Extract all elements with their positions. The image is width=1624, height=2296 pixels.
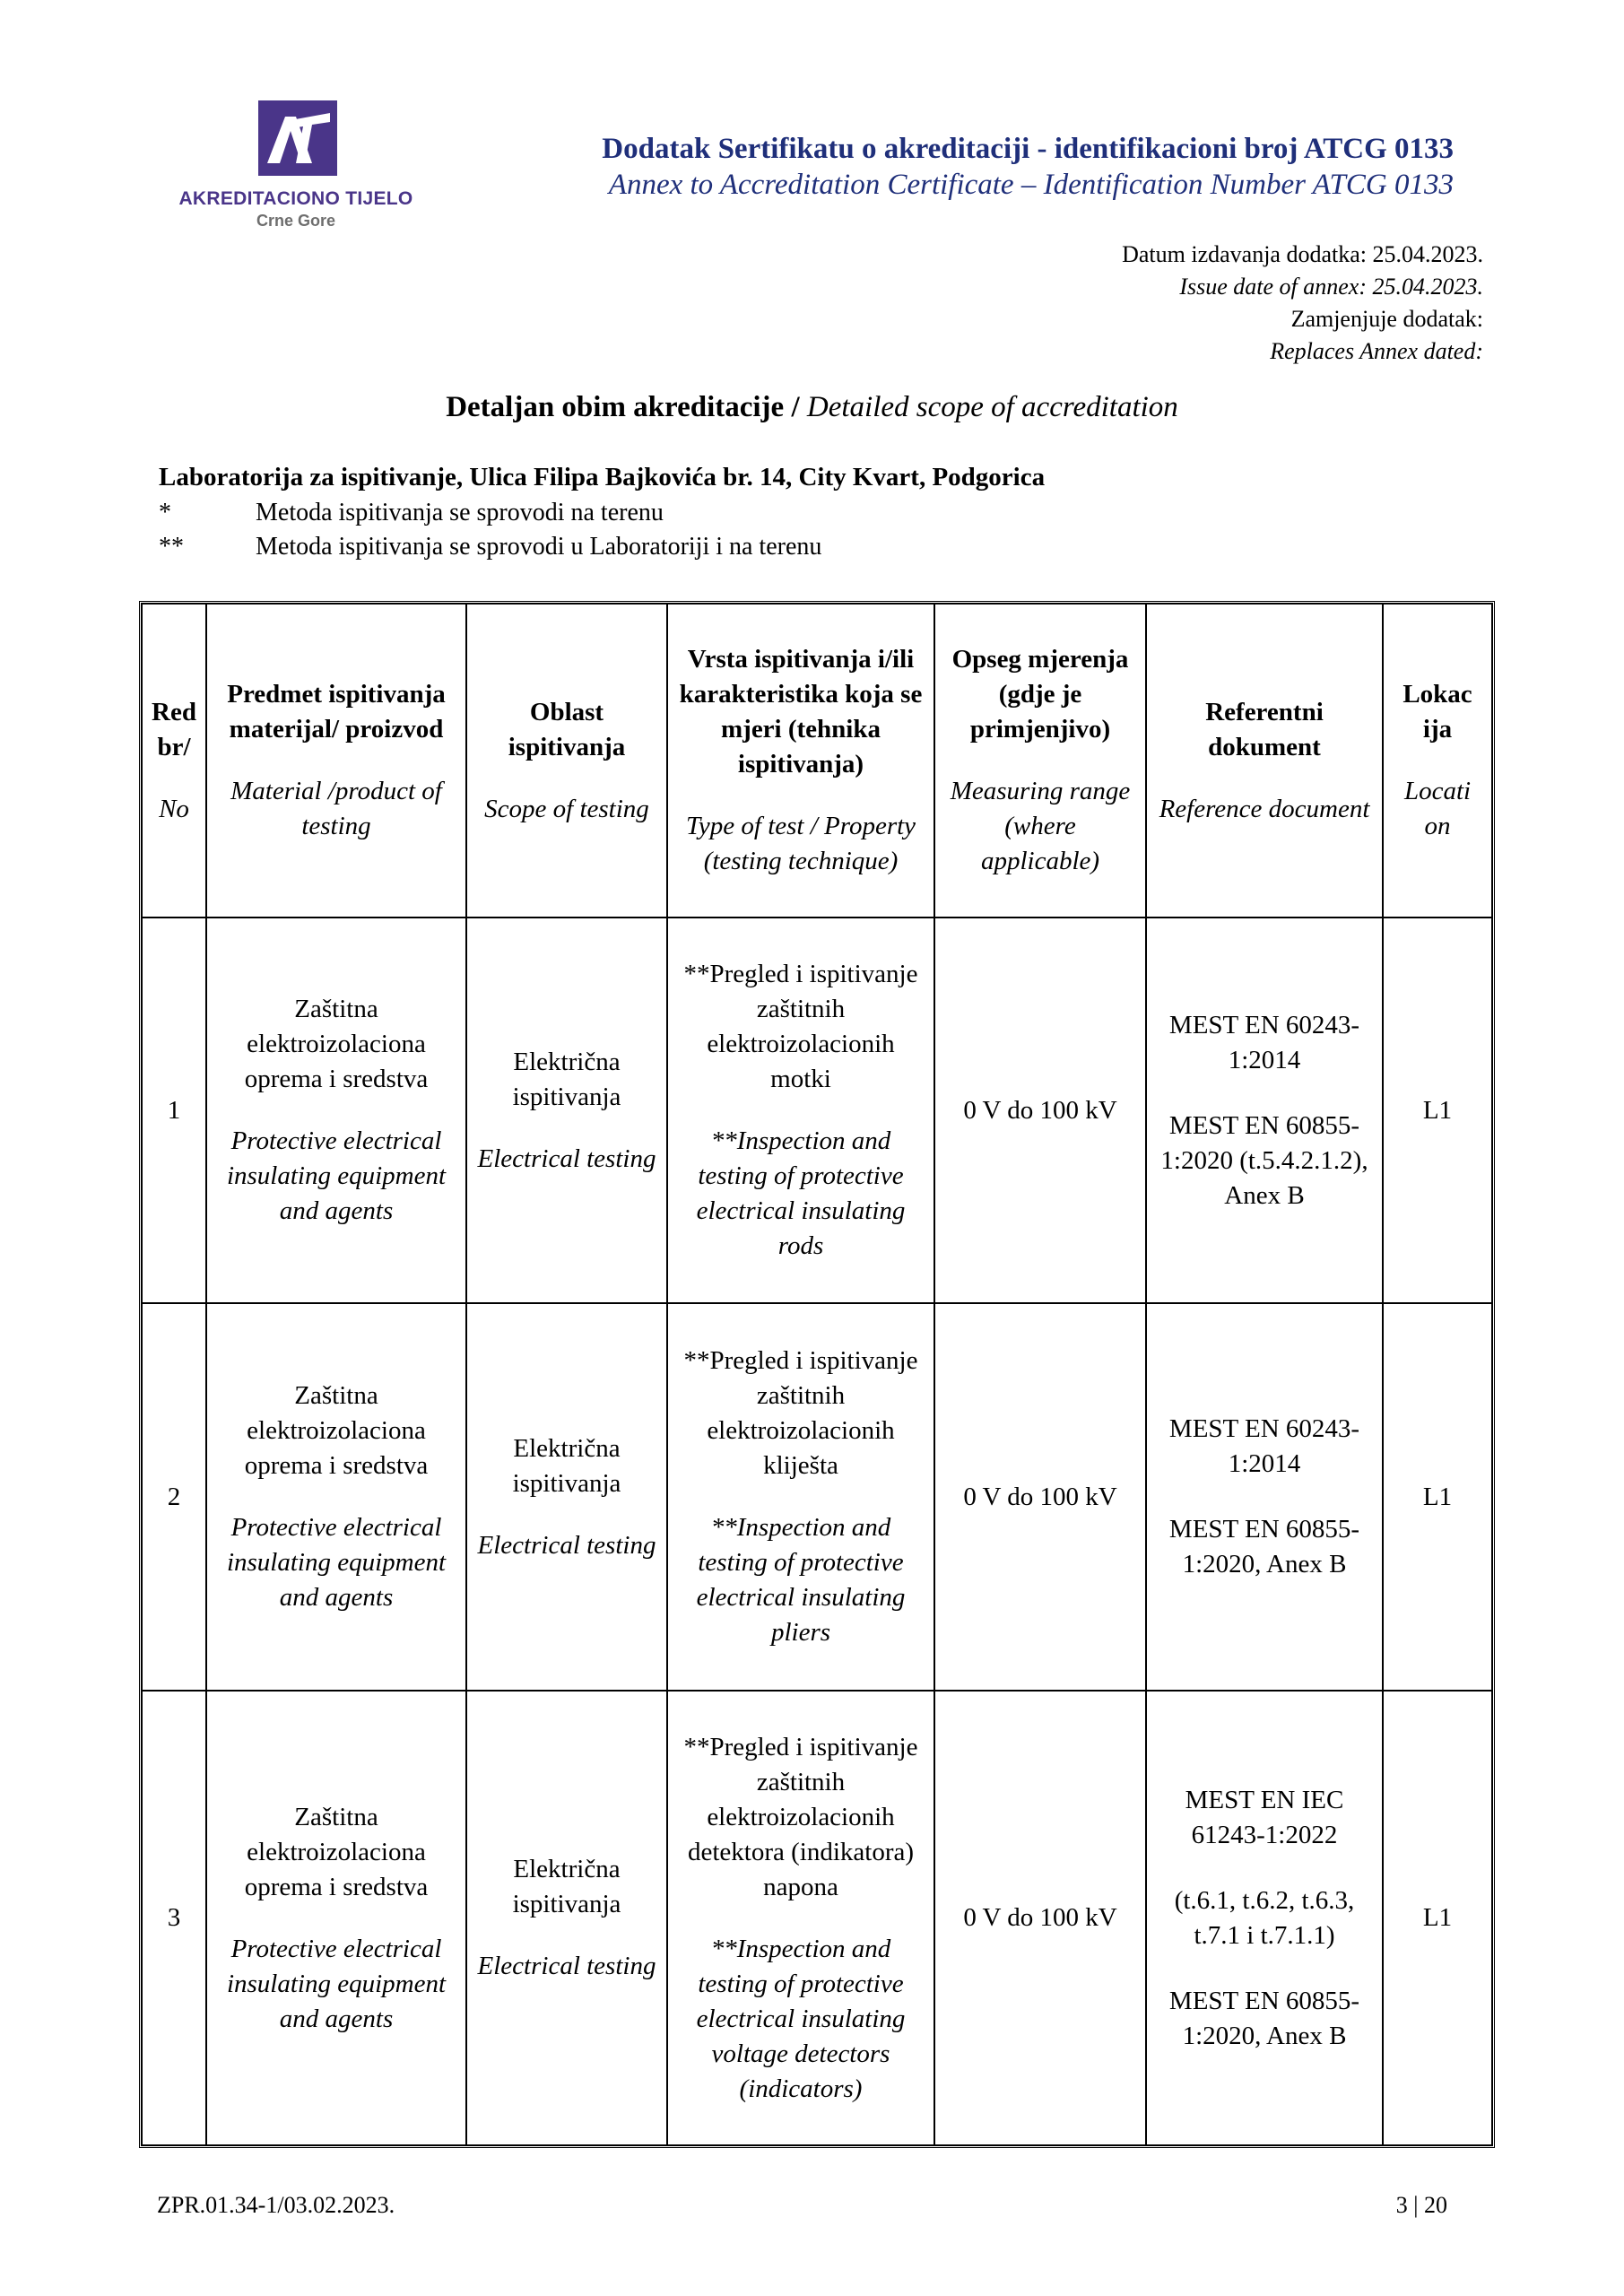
logo-subtitle: Crne Gore bbox=[256, 212, 336, 230]
cell-location: L1 bbox=[1383, 918, 1492, 1303]
note-symbol: * bbox=[159, 499, 171, 526]
note-text: Metoda ispitivanja se sprovodi na terenu bbox=[256, 499, 664, 526]
cell-test: **Pregled i ispitivanje zaštitnih elektroizolacionih detektora (indikatora) napona **Inspection and testing of protective electrical insulating voltage detectors (indicators) bbox=[667, 1691, 934, 2145]
scope-heading-en: Detailed scope of accreditation bbox=[806, 391, 1178, 423]
table-row bbox=[142, 1303, 1492, 1691]
cell-no: 1 bbox=[142, 918, 206, 1303]
header-material: Predmet ispitivanja materijal/ proizvod Material /product of testing bbox=[206, 604, 466, 918]
header-no: Red br/ No bbox=[142, 604, 206, 918]
cell-test: **Pregled i ispitivanje zaštitnih elektroizolacionih motki **Inspection and testing of protective electrical insulating rods bbox=[667, 918, 934, 1303]
note-text: Metoda ispitivanja se sprovodi u Laboratoriji i na terenu bbox=[256, 533, 822, 561]
document-code: ZPR.01.34-1/03.02.2023. bbox=[157, 2192, 395, 2218]
note-field bbox=[159, 499, 664, 527]
table-row bbox=[142, 918, 1492, 1303]
cell-material: Zaštitna elektroizolaciona oprema i sredstva Protective electrical insulating equipment and agents bbox=[206, 1691, 466, 2145]
cell-no: 2 bbox=[142, 1303, 206, 1691]
cell-scope: Električna ispitivanja Electrical testing bbox=[466, 918, 667, 1303]
page-number: 3 | 20 bbox=[1395, 2192, 1447, 2218]
scope-heading-separator: / bbox=[791, 391, 800, 423]
header-location: Lokac ija Locati on bbox=[1383, 604, 1492, 918]
cell-scope: Električna ispitivanja Electrical testing bbox=[466, 1303, 667, 1691]
cell-material: Zaštitna elektroizolaciona oprema i sredstva Protective electrical insulating equipment and agents bbox=[206, 918, 466, 1303]
cell-reference: MEST EN IEC 61243-1:2022 (t.6.1, t.6.2, t.6.3, t.7.1 i t.7.1.1) MEST EN 60855-1:2020, Anex B bbox=[1146, 1691, 1383, 2145]
cell-range: 0 V do 100 kV bbox=[934, 918, 1146, 1303]
scope-heading bbox=[0, 391, 1624, 424]
header-reference: Referentni dokument Reference document bbox=[1146, 604, 1383, 918]
lab-address: Laboratorija za ispitivanje, Ulica Filipa Bajkovića br. 14, City Kvart, Podgorica bbox=[159, 463, 1046, 491]
scope-table bbox=[139, 601, 1495, 2148]
scope-heading-local: Detaljan obim akreditacije bbox=[446, 391, 785, 423]
cell-location: L1 bbox=[1383, 1303, 1492, 1691]
cell-range: 0 V do 100 kV bbox=[934, 1303, 1146, 1691]
logo-name: AKREDITACIONO TIJELO bbox=[178, 188, 413, 209]
table-row bbox=[142, 1691, 1492, 2145]
cell-location: L1 bbox=[1383, 1691, 1492, 2145]
logo bbox=[161, 100, 430, 235]
note-lab-field bbox=[159, 533, 821, 561]
issue-dates bbox=[1122, 239, 1483, 368]
cell-scope: Električna ispitivanja Electrical testing bbox=[466, 1691, 667, 2145]
cell-test: **Pregled i ispitivanje zaštitnih elektroizolacionih kliješta **Inspection and testing of protective electrical insulating pliers bbox=[667, 1303, 934, 1691]
table-header-row bbox=[142, 604, 1492, 918]
cell-no: 3 bbox=[142, 1691, 206, 2145]
cell-material: Zaštitna elektroizolaciona oprema i sredstva Protective electrical insulating equipment and agents bbox=[206, 1303, 466, 1691]
replaces-annex-en: Replaces Annex dated: bbox=[1270, 338, 1483, 364]
header-test-type: Vrsta ispitivanja i/ili karakteristika koja se mjeri (tehnika ispitivanja) Type of test / Property (testing technique) bbox=[667, 604, 934, 918]
cell-range: 0 V do 100 kV bbox=[934, 1691, 1146, 2145]
note-symbol: ** bbox=[159, 533, 184, 561]
issue-date-en: Issue date of annex: 25.04.2023. bbox=[1179, 274, 1483, 300]
accreditation-body-logo-icon bbox=[258, 100, 337, 176]
issue-date: Datum izdavanja dodatka: 25.04.2023. bbox=[1122, 241, 1483, 267]
cell-reference: MEST EN 60243-1:2014 MEST EN 60855-1:2020 (t.5.4.2.1.2), Anex B bbox=[1146, 918, 1383, 1303]
annex-title-en: Annex to Accreditation Certificate – Identification Number ATCG 0133 bbox=[608, 169, 1454, 201]
cell-reference: MEST EN 60243-1:2014 MEST EN 60855-1:2020, Anex B bbox=[1146, 1303, 1383, 1691]
annex-title-block bbox=[602, 131, 1454, 203]
annex-title: Dodatak Sertifikatu o akreditaciji - identifikacioni broj ATCG 0133 bbox=[602, 133, 1454, 165]
header-scope: Oblast ispitivanja Scope of testing bbox=[466, 604, 667, 918]
header-range: Opseg mjerenja (gdje je primjenjivo) Measuring range (where applicable) bbox=[934, 604, 1146, 918]
replaces-annex: Zamjenjuje dodatak: bbox=[1290, 306, 1483, 332]
